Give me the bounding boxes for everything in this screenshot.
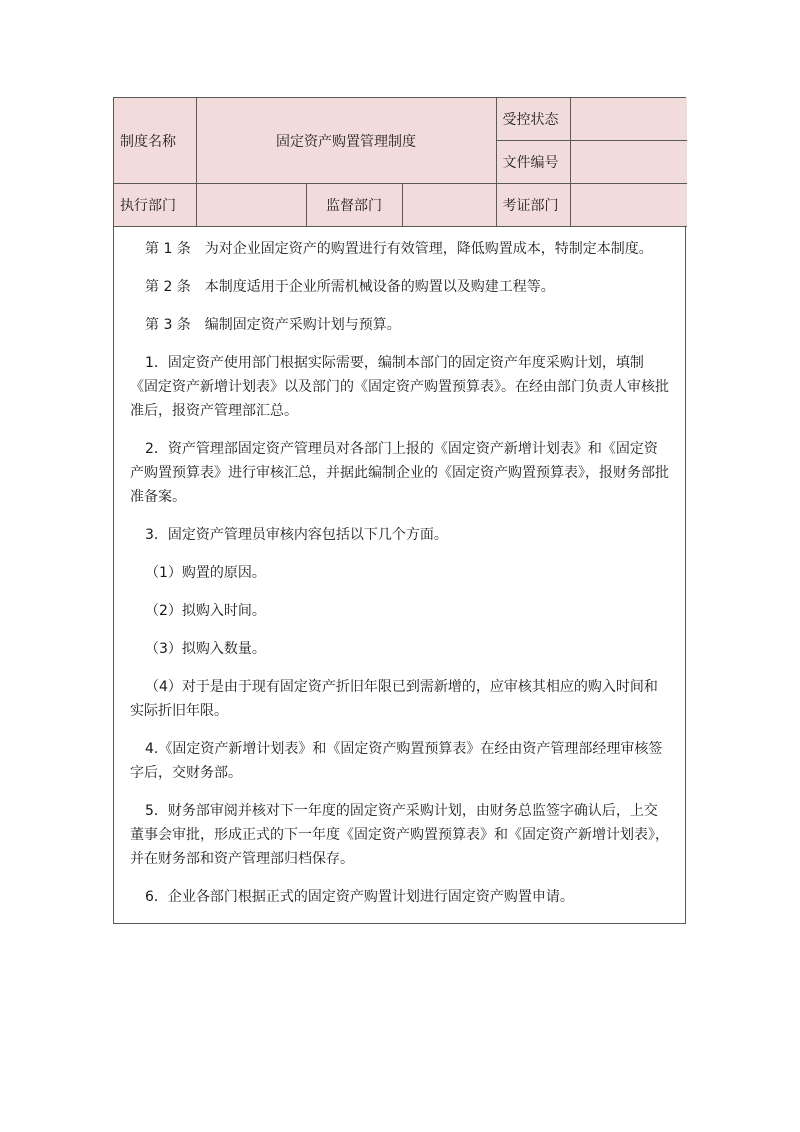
article-1: 第 1 条 为对企业固定资产的购置进行有效管理，降低购置成本，特制定本制度。 bbox=[145, 241, 653, 257]
sub-item-3: （3）拟购入数量。 bbox=[145, 641, 266, 657]
clause-5: 5．财务部审阅并核对下一年度的固定资产采购计划，由财务总监签字确认后，上交董事会审批，形成正式的下一年度《固定资产购置预算表》和《固定资产新增计划表》，并在财务部和资产管理部归档保存。 bbox=[130, 803, 669, 867]
clause-6: 6．企业各部门根据正式的固定资产购置计划进行固定资产购置申请。 bbox=[145, 889, 574, 905]
clause-3: 3．固定资产管理员审核内容包括以下几个方面。 bbox=[145, 527, 448, 543]
article-2: 第 2 条 本制度适用于企业所需机械设备的购置以及购建工程等。 bbox=[145, 279, 555, 295]
doc-number-label: 文件编号 bbox=[496, 141, 570, 184]
article-3: 第 3 条 编制固定资产采购计划与预算。 bbox=[145, 317, 401, 333]
exec-dept-value[interactable] bbox=[196, 184, 306, 227]
control-status-label: 受控状态 bbox=[496, 98, 570, 141]
supervise-dept-value[interactable] bbox=[402, 184, 496, 227]
header-table bbox=[114, 98, 687, 227]
sub-item-4: （4）对于是由于现有固定资产折旧年限已到需新增的，应审核其相应的购入时间和实际折旧年限。 bbox=[130, 679, 658, 719]
system-name-value: 固定资产购置管理制度 bbox=[196, 98, 496, 184]
clause-4: 4.《固定资产新增计划表》和《固定资产购置预算表》在经由资产管理部经理审核签字后，交财务部。 bbox=[130, 741, 663, 781]
exec-dept-label: 执行部门 bbox=[114, 184, 196, 227]
doc-number-value[interactable] bbox=[570, 141, 687, 184]
supervise-dept-label: 监督部门 bbox=[306, 184, 402, 227]
assess-dept-label: 考证部门 bbox=[496, 184, 570, 227]
control-status-value[interactable] bbox=[570, 98, 687, 141]
document-frame bbox=[113, 97, 686, 924]
sub-item-1: （1）购置的原因。 bbox=[145, 565, 266, 581]
document-body bbox=[114, 227, 685, 923]
assess-dept-value[interactable] bbox=[570, 184, 687, 227]
sub-item-2: （2）拟购入时间。 bbox=[145, 603, 266, 619]
clause-1: 1．固定资产使用部门根据实际需要，编制本部门的固定资产年度采购计划，填制《固定资产新增计划表》以及部门的《固定资产购置预算表》。在经由部门负责人审核批准后，报资产管理部汇总。 bbox=[130, 355, 669, 419]
system-name-label: 制度名称 bbox=[114, 98, 196, 184]
clause-2: 2．资产管理部固定资产管理员对各部门上报的《固定资产新增计划表》和《固定资产购置预算表》进行审核汇总，并据此编制企业的《固定资产购置预算表》，报财务部批准备案。 bbox=[130, 441, 669, 505]
